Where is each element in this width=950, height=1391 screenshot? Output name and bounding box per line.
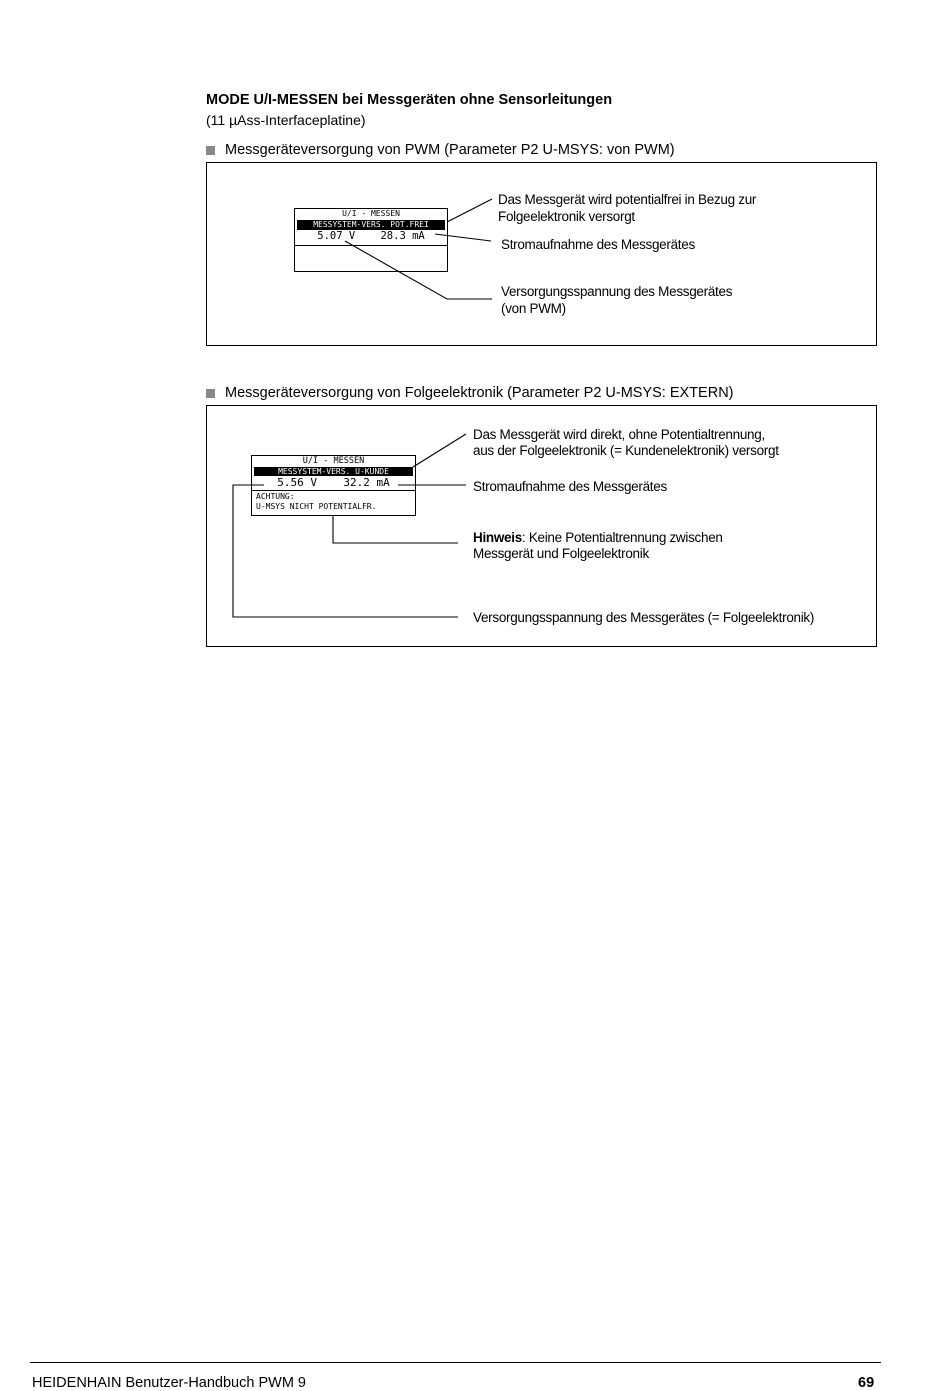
annotation-line: (von PWM) xyxy=(501,301,566,316)
annotation-line: Messgerät und Folgeelektronik xyxy=(473,546,649,561)
lcd-title: U/I - MESSEN xyxy=(342,209,400,218)
lcd-status-row: MESSYSTEM-VERS. POT.FREI xyxy=(297,220,445,230)
page-title: MODE U/I-MESSEN bei Messgeräten ohne Sensorleitungen xyxy=(206,92,613,108)
lcd-measurement-row: 5.07 V 28.3 mA xyxy=(317,230,425,242)
leader-line xyxy=(345,241,492,299)
leader-line xyxy=(413,434,466,467)
section1-heading-text: Messgeräteversorgung von PWM (Parameter P2 U-MSYS: von PWM) xyxy=(225,142,675,158)
annotation-line: Das Messgerät wird potentialfrei in Bezug zur xyxy=(498,192,757,207)
leader-line xyxy=(435,234,491,241)
annotation-line: Das Messgerät wird direkt, ohne Potentialtrennung, xyxy=(473,427,765,442)
annotation-line: Folgeelektronik versorgt xyxy=(498,209,635,224)
lcd-warning-label: ACHTUNG: xyxy=(256,492,295,501)
lcd-status-row: MESSYSTEM-VERS. U-KUNDE xyxy=(254,467,413,476)
annotation-line: Versorgungsspannung des Messgerätes xyxy=(501,284,733,299)
section2-annotation-current: Stromaufnahme des Messgerätes xyxy=(473,479,667,494)
page-subtitle: (11 µAss-Interfaceplatine) xyxy=(206,112,366,128)
annotation-line: aus der Folgeelektronik (= Kundenelektronik) versorgt xyxy=(473,443,779,458)
leader-line xyxy=(333,516,458,543)
footer-divider xyxy=(30,1362,881,1363)
note-text: : Keine Potentialtrennung zwischen xyxy=(521,530,723,545)
lcd-title: U/I - MESSEN xyxy=(302,456,365,466)
lcd-warning-text: U-MSYS NICHT POTENTIALFR. xyxy=(256,502,377,511)
leader-line xyxy=(447,199,492,222)
section1-annotation-current: Stromaufnahme des Messgerätes xyxy=(501,237,695,252)
section2-annotation-voltage: Versorgungsspannung des Messgerätes (= Folgeelektronik) xyxy=(473,610,815,625)
footer-document-title: HEIDENHAIN Benutzer-Handbuch PWM 9 xyxy=(32,1375,306,1391)
section2-heading-text: Messgeräteversorgung von Folgeelektronik (Parameter P2 U-MSYS: EXTERN) xyxy=(225,385,734,401)
page-number: 69 xyxy=(858,1375,875,1391)
leader-line xyxy=(233,485,458,617)
note-label: Hinweis xyxy=(473,530,522,545)
lcd-measurement-row: 5.56 V 32.2 mA xyxy=(277,476,390,489)
